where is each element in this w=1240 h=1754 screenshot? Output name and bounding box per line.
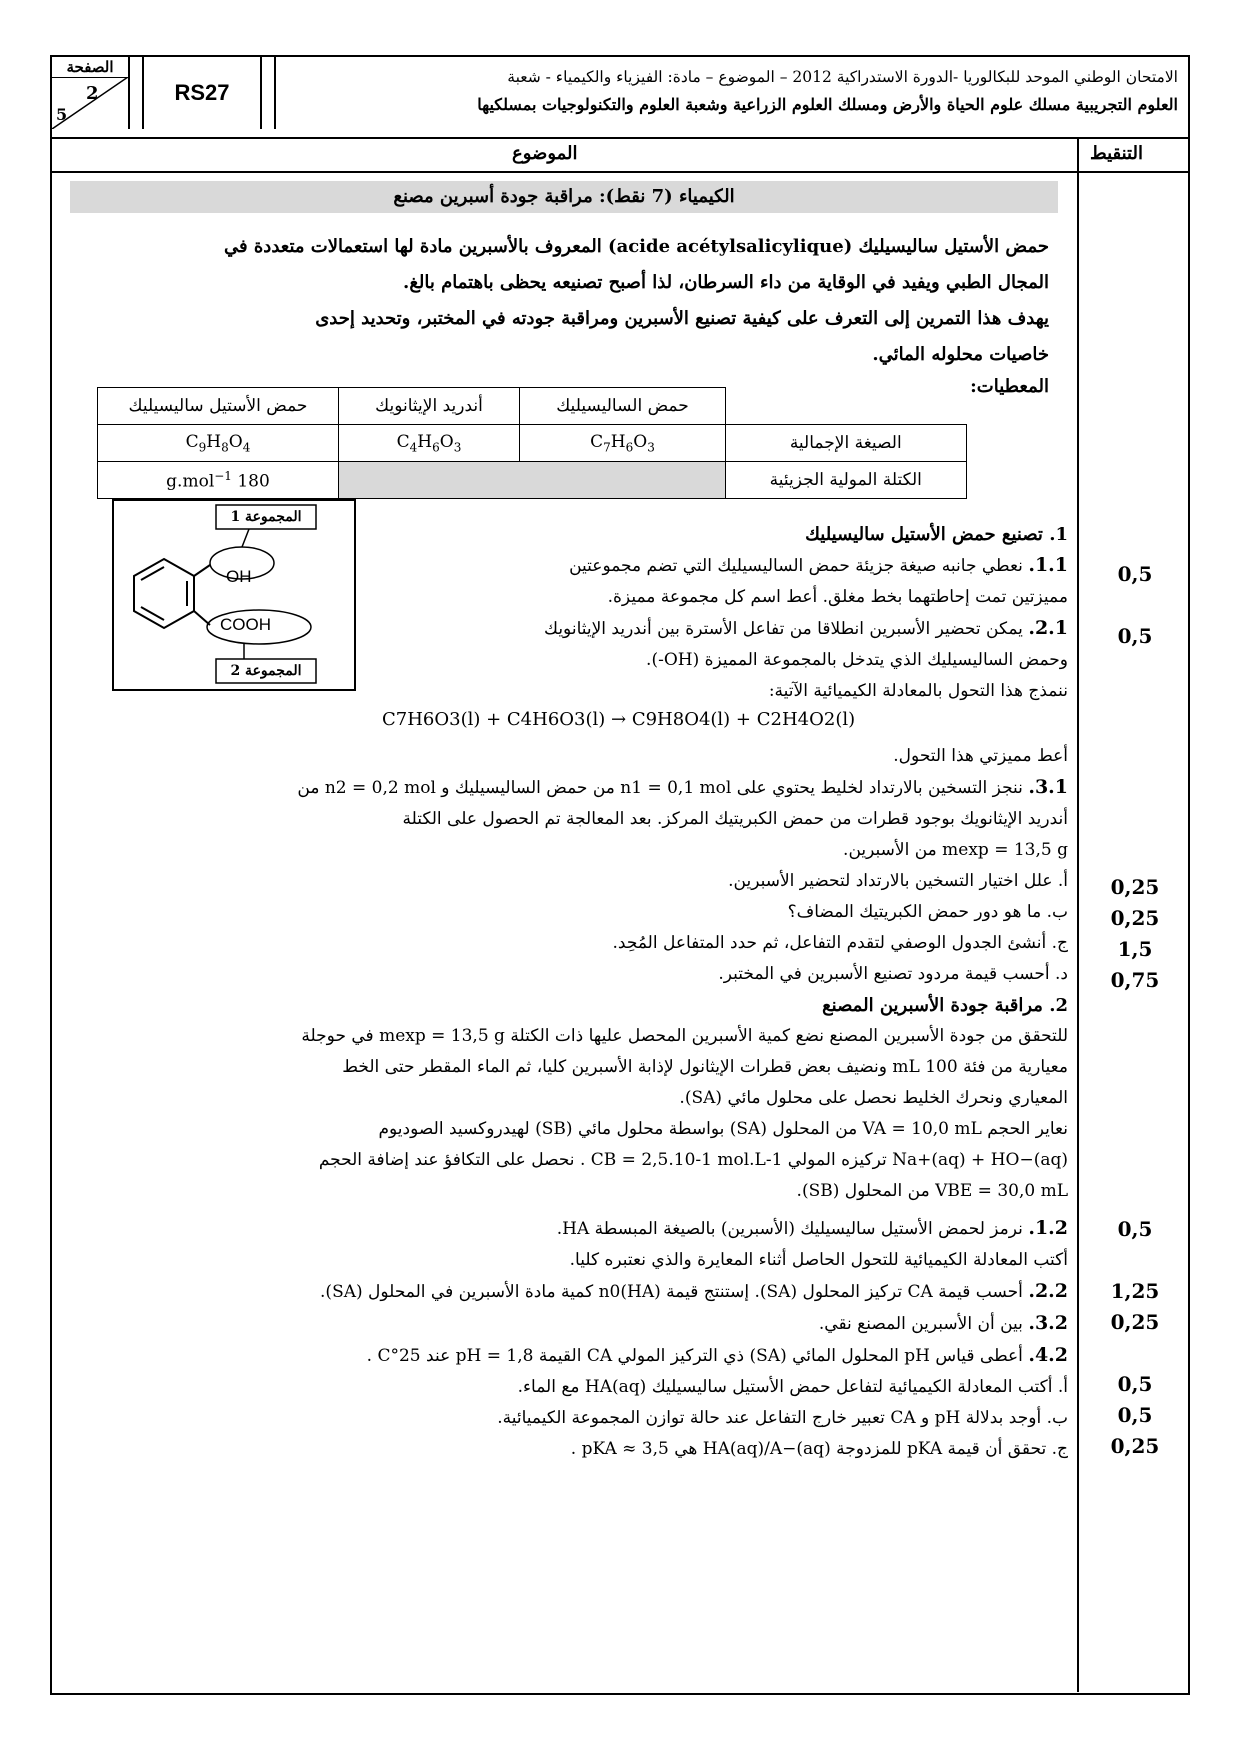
points-q13d: 0,75 [1110, 968, 1160, 992]
part1-block [408, 519, 1068, 707]
part2-title: 2. مراقبة جودة الأسبرين المصنع [822, 995, 1068, 1016]
part1-title: 1. تصنيع حمض الأستيل ساليسيليك [805, 524, 1068, 545]
q11-line2: مميزتين تمت إحاطتهما بخط مغلق. أعط اسم كل مجموعة مميزة. [607, 587, 1068, 607]
page-total: 5 [56, 105, 68, 124]
q13-d: د. أحسب قيمة مردود تصنيع الأسبرين في المختبر. [718, 964, 1068, 984]
points-q24b: 0,5 [1117, 1403, 1153, 1427]
q24-c: ج. تحقق أن قيمة pKA للمزدوجة HA(aq)/A−(aq) هي pKA ≈ 3,5 . [570, 1439, 1068, 1459]
q11: 1.1. نعطي جانبه صيغة جزيئة حمض الساليسيليك التي تضم مجموعتين [569, 554, 1068, 576]
group1-label: المجموعة 1 [230, 509, 302, 525]
points-q24c: 0,25 [1110, 1434, 1160, 1458]
q12: 2.1. يمكن تحضير الأسبرين انطلاقا من تفاعل الأسترة بين أندريد الإيثانويك [544, 617, 1068, 639]
section-title: الكيمياء (7 نقط): مراقبة جودة أسبرين مصنع [70, 181, 1058, 213]
subject-column-title: الموضوع [512, 143, 578, 164]
q13-line2: أندريد الإيثانويك بوجود قطرات من حمض الكبريتيك المركز. بعد المعالجة تم الحصول على الكتلة [402, 809, 1068, 829]
part1-block2 [108, 741, 1068, 1465]
q24-b: ب. أوجد بدلالة pH و CA تعبير خارج التفاعل عند حالة توازن المجموعة الكيميائية. [497, 1408, 1068, 1428]
cooh-label: COOH [220, 615, 271, 634]
table-header-salicylic: حمض الساليسيليك [520, 388, 726, 425]
table-header-aspirin: حمض الأستيل ساليسيليك [98, 388, 339, 425]
q21: 1.2. نرمز لحمض الأستيل ساليسيليك (الأسبرين) بالصيغة المبسطة HA. [556, 1217, 1068, 1239]
part2-p1: للتحقق من جودة الأسبرين المصنع نضع كمية الأسبرين المحصل عليها ذات الكتلة mexp = 13,5 g في حوجلة [301, 1026, 1068, 1046]
exam-title-line1: الامتحان الوطني الموحد للبكالوريا -الدورة الاستدراكية 2012 – الموضوع – مادة: الفيزياء والكيمياء - شعبة [507, 68, 1178, 86]
q24-a: أ. أكتب المعادلة الكيميائية لتفاعل حمض الأستيل ساليسيليك HA(aq) مع الماء. [517, 1377, 1068, 1397]
page-number-box [52, 57, 130, 129]
exam-page [50, 55, 1190, 1695]
reaction-equation [382, 709, 855, 730]
formula-anhydride: $C_4H_6O_3$ [339, 425, 520, 462]
data-table [97, 387, 967, 499]
data-label: المعطيات: [970, 376, 1049, 397]
points-q23: 0,25 [1110, 1310, 1160, 1334]
formula-aspirin: $C_9H_8O_4$ [98, 425, 339, 462]
q12-line4: أعط مميزتي هذا التحول. [893, 746, 1068, 766]
oh-label: OH [226, 567, 252, 586]
exam-title [274, 57, 1188, 129]
column-headers [52, 137, 1188, 173]
intro-line2: المجال الطبي ويفيد في الوقاية من داء السرطان، لذا أصبح تصنيعه يحظى باهتمام بالغ. [403, 272, 1049, 293]
part2-p5: Na+(aq) + HO−(aq) تركيزه المولي CB = 2,5.10-1 mol.L-1 . نحصل على التكافؤ عند إضافة الحجم [318, 1150, 1068, 1170]
page-number: 2 [86, 83, 99, 104]
grading-column-title: التنقيط [1090, 143, 1143, 164]
molar-mass-aspirin: 180 g.mol$^{-1}$ [98, 462, 339, 499]
points-q13b: 0,25 [1110, 906, 1160, 930]
table-header-anhydride: أندريد الإيثانويك [339, 388, 520, 425]
exam-title-line2: العلوم التجريبية مسلك علوم الحياة والأرض ومسلك العلوم الزراعية وشعبة العلوم والتكنولوجيات بمسلكيها [477, 95, 1178, 114]
points-q13a: 0,25 [1110, 875, 1160, 899]
q12-line3: ننمذج هذا التحول بالمعادلة الكيميائية الآتية: [768, 681, 1068, 701]
q13-a: أ. علل اختيار التسخين بالارتداد لتحضير الأسبرين. [728, 871, 1068, 891]
salicylic-acid-diagram [112, 499, 356, 691]
table-row-label-molar-mass: الكتلة المولية الجزيئية [726, 462, 967, 499]
formula-salicylic: $C_7H_6O_3$ [520, 425, 726, 462]
points-q24a: 0,5 [1117, 1372, 1153, 1396]
column-divider [1077, 137, 1079, 1692]
q12-line2: وحمض الساليسيليك الذي يتدخل بالمجموعة المميزة (OH-). [646, 650, 1068, 670]
page-label: الصفحة [52, 57, 128, 78]
points-q13c: 1,5 [1117, 937, 1153, 961]
exam-code: RS27 [142, 57, 262, 129]
reaction-equation-text: C7H6O3(l) + C4H6O3(l) → C9H8O4(l) + C2H4O2(l) [382, 709, 856, 730]
q13-b: ب. ما هو دور حمض الكبريتيك المضاف؟ [787, 902, 1068, 922]
table-shaded-cell [339, 462, 726, 499]
q22: 2.2. أحسب قيمة CA تركيز المحلول (SA). إستنتج قيمة n0(HA) كمية مادة الأسبرين في المحلول (SA). [320, 1280, 1068, 1302]
q24: 4.2. أعطى قياس pH المحلول المائي (SA) ذي التركيز المولي CA القيمة pH = 1,8 عند 25°C . [366, 1344, 1068, 1366]
molecule-structure-icon [114, 501, 350, 685]
points-q21: 0,5 [1117, 1217, 1153, 1241]
points-q22: 1,25 [1110, 1279, 1160, 1303]
q21-line2: أكتب المعادلة الكيميائية للتحول الحاصل أثناء المعايرة والذي نعتبره كليا. [569, 1250, 1068, 1270]
table-row-label-formula: الصيغة الإجمالية [726, 425, 967, 462]
part2-p4: نعاير الحجم VA = 10,0 mL من المحلول (SA) بواسطة محلول مائي (SB) لهيدروكسيد الصوديوم [378, 1119, 1068, 1139]
intro-line4: خاصيات محلوله المائي. [872, 344, 1049, 365]
q23: 3.2. بين أن الأسبرين المصنع نقي. [818, 1312, 1068, 1334]
intro-line3: يهدف هذا التمرين إلى التعرف على كيفية تصنيع الأسبرين ومراقبة جودته في المختبر، وتحديد إحدى [315, 308, 1049, 329]
points-q12: 0,5 [1117, 624, 1153, 648]
group2-label: المجموعة 2 [230, 663, 302, 679]
q13: 3.1. ننجز التسخين بالارتداد لخليط يحتوي على n1 = 0,1 mol من حمض الساليسيليك و n2 = 0,2 mol من [297, 776, 1068, 798]
q13-c: ج. أنشئ الجدول الوصفي لتقدم التفاعل، ثم حدد المتفاعل المُحِد. [612, 933, 1068, 953]
points-q11: 0,5 [1117, 562, 1153, 586]
q13-line3: mexp = 13,5 g من الأسبرين. [843, 840, 1068, 860]
part2-p6: VBE = 30,0 mL من المحلول (SB). [796, 1181, 1068, 1201]
part2-p2: معيارية من فئة 100 mL ونضيف بعض قطرات الإيثانول لإذابة الأسبرين كليا، ثم الماء المقطر حتى الخط [342, 1057, 1068, 1077]
page-header [52, 57, 1188, 129]
intro-line1: حمض الأستيل ساليسيليك (acide acétylsalicylique) المعروف بالأسبرين مادة لها استعمالات متعددة في [224, 236, 1049, 257]
part2-p3: المعياري ونحرك الخليط نحصل على محلول مائي (SA). [679, 1088, 1068, 1108]
